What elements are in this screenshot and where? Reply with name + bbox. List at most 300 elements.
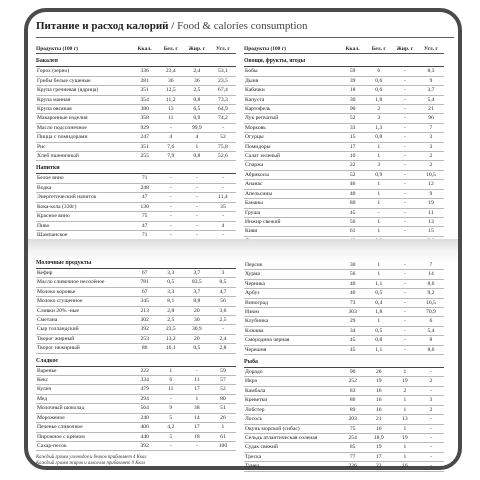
nutrient-value: 57 (210, 376, 236, 385)
nutrient-value: - (392, 95, 418, 104)
nutrient-value: - (158, 212, 184, 221)
column-header: Жир. г (184, 45, 210, 54)
nutrient-value: 3 (366, 161, 392, 170)
nutrient-value: - (392, 76, 418, 85)
nutrient-value: - (184, 174, 210, 183)
nutrient-value: 1 (366, 270, 392, 279)
product-name: Креветки (244, 396, 340, 405)
nutrient-value: - (210, 174, 236, 183)
nutrient-value: 1 (366, 317, 392, 326)
nutrient-value: 19 (366, 443, 392, 452)
nutrient-value: 10,5 (418, 170, 444, 179)
table-row (244, 308, 444, 317)
column-header-row (36, 45, 236, 54)
table-row (36, 95, 236, 104)
nutrient-value: 226 (340, 462, 366, 471)
nutrient-value: - (392, 326, 418, 335)
column-header: Продукты (100 г) (244, 45, 340, 54)
product-name: Треска (244, 452, 340, 461)
nutrient-value: - (392, 161, 418, 170)
table-row (36, 404, 236, 413)
nutrient-value: - (158, 193, 184, 202)
nutrient-value: - (392, 86, 418, 95)
table-row (244, 345, 444, 354)
product-name: Кока-кола (330г) (36, 202, 132, 211)
nutrient-value: - (392, 189, 418, 198)
table-row (36, 183, 236, 192)
nutrient-value: 52 (340, 170, 366, 179)
column-header: Угл. г (210, 45, 236, 54)
nutrient-value: - (184, 212, 210, 221)
table-row (244, 189, 444, 198)
nutrient-value: - (392, 317, 418, 326)
nutrient-value: 336 (132, 67, 158, 76)
product-name: Мед (36, 394, 132, 403)
table-row (36, 306, 236, 315)
product-name: Дорадо (244, 368, 340, 377)
nutrient-value: 16 (366, 386, 392, 395)
table-row (36, 133, 236, 142)
nutrient-value: 1 (158, 367, 184, 376)
product-name: Масло сливочное несолёное (36, 278, 132, 287)
table-row (244, 123, 444, 132)
table-row (36, 114, 236, 123)
table-row (244, 270, 444, 279)
nutrient-value: 3,7 (418, 86, 444, 95)
nutrient-value: 14 (418, 270, 444, 279)
nutrient-value: 19 (392, 377, 418, 386)
table-row (244, 424, 444, 433)
nutrient-value: 16 (366, 396, 392, 405)
product-name: Энергетический напиток (36, 193, 132, 202)
product-name: Салат зеленый (244, 152, 340, 161)
nutrient-value: 90 (340, 105, 366, 114)
nutrient-value: - (392, 133, 418, 142)
nutrient-value: 334 (132, 376, 158, 385)
product-name: Капуста (244, 95, 340, 104)
nutrient-value: 11,2 (158, 95, 184, 104)
nutrient-value: 252 (340, 377, 366, 386)
table-row (244, 443, 444, 452)
product-name: Мороженое (36, 413, 132, 422)
nutrient-value: 23,5 (158, 325, 184, 334)
nutrient-value: 99,9 (184, 123, 210, 132)
table-row (36, 394, 236, 403)
table-row (36, 202, 236, 211)
product-name: Варенье (36, 367, 132, 376)
table-row (244, 105, 444, 114)
table-row (244, 336, 444, 345)
nutrient-value: 2 (366, 105, 392, 114)
nutrient-value: 45 (340, 336, 366, 345)
nutrient-value: - (158, 230, 184, 239)
nutrient-value: 67,4 (210, 86, 236, 95)
nutrient-value: 56 (340, 270, 366, 279)
nutrient-value: 16 (392, 462, 418, 471)
product-name: Виноград (244, 298, 340, 307)
nutrient-value: 1,8 (366, 95, 392, 104)
nutrient-value: 2,8 (210, 344, 236, 353)
nutrient-value: 39 (340, 76, 366, 85)
nutrient-value: 5,4 (418, 326, 444, 335)
nutrient-value: - (392, 67, 418, 76)
nutrient-value: 61 (210, 432, 236, 441)
table-row (244, 433, 444, 442)
nutrient-value: 254 (340, 433, 366, 442)
table-row (36, 221, 236, 230)
product-name: Пирожное с кремом (36, 432, 132, 441)
nutrient-value: 0,8 (366, 133, 392, 142)
nutrient-value: 22 (366, 462, 392, 471)
table-row (244, 86, 444, 95)
nutrient-value: 354 (132, 95, 158, 104)
table-row (244, 142, 444, 151)
nutrient-value: 7 (418, 261, 444, 270)
nutrient-value: 6 (158, 376, 184, 385)
nutrient-value: - (392, 308, 418, 317)
nutrient-value: 45 (340, 208, 366, 217)
nutrient-value: - (184, 230, 210, 239)
table-row (36, 269, 236, 278)
nutrient-value: 33 (340, 123, 366, 132)
table-row (36, 278, 236, 287)
nutrient-value: 23,4 (158, 67, 184, 76)
nutrient-value: 440 (132, 432, 158, 441)
nutrient-value: 46 (340, 180, 366, 189)
product-name: Морковь (244, 123, 340, 132)
product-name: Тунец (244, 462, 340, 471)
nutrient-value: 781 (132, 278, 158, 287)
table-row (36, 76, 236, 85)
title-ru: Питание и расход калорий (36, 20, 169, 32)
nutrient-value: 11 (158, 385, 184, 394)
nutrient-value: 75,8 (210, 142, 236, 151)
nutrient-value: 0,8 (366, 336, 392, 345)
nutrient-value: 51 (210, 404, 236, 413)
nutrient-value: 294 (132, 394, 158, 403)
nutrient-value: 7,9 (158, 152, 184, 161)
nutrient-value: 70,9 (418, 308, 444, 317)
nutrient-value: 61 (340, 227, 366, 236)
table-row (244, 152, 444, 161)
table-row (244, 462, 444, 471)
nutrient-value: 1 (366, 217, 392, 226)
table-row (244, 279, 444, 288)
nutrient-value: 2,5 (184, 86, 210, 95)
nutrient-value: 2 (392, 386, 418, 395)
nutrient-value: 13 (392, 415, 418, 424)
nutrient-value: 0,8 (184, 152, 210, 161)
column-header-row (244, 45, 444, 54)
nutrient-value: 1 (392, 368, 418, 377)
table-row (244, 261, 444, 270)
nutrient-value: 30 (340, 261, 366, 270)
nutrient-value: - (392, 261, 418, 270)
column-header: Жир. г (392, 45, 418, 54)
nutrient-value: 10 (340, 152, 366, 161)
nutrient-value: 3,7 (184, 287, 210, 296)
product-name: Кефир (36, 269, 132, 278)
product-name: Окунь морской (сибас) (244, 424, 340, 433)
nutrient-value: - (418, 443, 444, 452)
product-name: Красное вино (36, 212, 132, 221)
product-name: Киви (244, 227, 340, 236)
nutrient-value: 11 (418, 208, 444, 217)
product-name: Печенье сливочное (36, 423, 132, 432)
nutrient-value: 6 (366, 67, 392, 76)
section-heading: Молочные продукты (36, 259, 236, 269)
nutrient-value: - (392, 199, 418, 208)
nutrient-value: 80 (340, 199, 366, 208)
nutrient-value: - (418, 424, 444, 433)
nutrient-value: 4 (210, 221, 236, 230)
nutrient-value: 16 (366, 405, 392, 414)
nutrient-value: 6 (418, 317, 444, 326)
nutrient-value: 26 (210, 413, 236, 422)
product-name: Инжир свежий (244, 217, 340, 226)
table-row (244, 396, 444, 405)
product-name: Груша (244, 208, 340, 217)
table-row (244, 386, 444, 395)
product-name: Пицца с помидорами (36, 133, 132, 142)
nutrient-value: 1 (366, 189, 392, 198)
nutrient-value: 8,1 (158, 297, 184, 306)
product-name: Грибы белые сушеные (36, 76, 132, 85)
product-name: Пиво (36, 221, 132, 230)
nutrient-value: 392 (132, 441, 158, 450)
nutrient-value: 0,5 (210, 278, 236, 287)
nutrient-value: - (184, 221, 210, 230)
nutrient-value: 213 (132, 306, 158, 315)
nutrient-value: 4,7 (210, 287, 236, 296)
table-row (244, 317, 444, 326)
product-name: Лосось (244, 415, 340, 424)
table-row (244, 170, 444, 179)
section-heading: Напитки (36, 164, 236, 174)
column-header-table (36, 45, 236, 54)
product-name: Молочный шоколад (36, 404, 132, 413)
table-row (244, 289, 444, 298)
product-name: Творог жирный (36, 334, 132, 343)
table-row (36, 123, 236, 132)
nutrition-table (244, 261, 444, 355)
nutrient-value: 222 (132, 367, 158, 376)
nutrient-value: 15 (418, 227, 444, 236)
table-row (244, 298, 444, 307)
product-name: Рис (36, 142, 132, 151)
product-name: Персик (244, 261, 340, 270)
nutrient-value: 392 (132, 325, 158, 334)
nutrient-value: - (158, 123, 184, 132)
nutrient-value: 9 (418, 189, 444, 198)
nutrient-value: 255 (132, 152, 158, 161)
nutrient-value: 23,5 (210, 76, 236, 85)
product-name: Бананы (244, 199, 340, 208)
product-name: Макаронные изделия (36, 114, 132, 123)
nutrient-value: 29 (340, 317, 366, 326)
nutrient-value: 4 (158, 133, 184, 142)
product-name: Масло подсолнечное (36, 123, 132, 132)
product-name: Кулич (36, 385, 132, 394)
table-row (36, 142, 236, 151)
table-row (244, 133, 444, 142)
table-row (244, 180, 444, 189)
nutrient-value: 16 (366, 424, 392, 433)
nutrient-value: - (184, 441, 210, 450)
nutrient-value: 18 (184, 432, 210, 441)
nutrient-value: 30 (184, 316, 210, 325)
nutrient-value: 52 (340, 114, 366, 123)
nutrient-value: 0,4 (366, 298, 392, 307)
nutrient-value: 19 (392, 433, 418, 442)
nutrient-value: 13,2 (158, 334, 184, 343)
nutrient-value: - (392, 105, 418, 114)
table-row (244, 217, 444, 226)
nutrient-value: 74,2 (210, 114, 236, 123)
product-name: Лобстер (244, 405, 340, 414)
nutrient-value: 34 (340, 326, 366, 335)
nutrient-value: 203 (340, 415, 366, 424)
product-name: Картофель (244, 105, 340, 114)
nutrient-value: 5,4 (418, 95, 444, 104)
nutrient-value: 5 (158, 413, 184, 422)
nutrient-value: - (418, 433, 444, 442)
nutrient-value: 8,6 (418, 345, 444, 354)
right-top-column (244, 45, 444, 256)
nutrient-value: 1 (366, 180, 392, 189)
table-row (36, 86, 236, 95)
nutrition-table (36, 174, 236, 240)
nutrient-value: - (210, 183, 236, 192)
nutrient-value: 67 (132, 287, 158, 296)
nutrient-value: - (366, 208, 392, 217)
nutrient-value: 3,7 (184, 269, 210, 278)
nutrient-value: 1,1 (366, 345, 392, 354)
product-name: Спаржа (244, 161, 340, 170)
nutrient-value: 36 (158, 76, 184, 85)
nutrient-value: - (392, 123, 418, 132)
product-name: Крупа овсяная (36, 105, 132, 114)
product-name: Дыня (244, 76, 340, 85)
nutrient-value: 351 (132, 142, 158, 151)
nutrient-value: 18,9 (366, 433, 392, 442)
table-row (244, 199, 444, 208)
nutrient-value: - (184, 193, 210, 202)
nutrient-value: - (392, 217, 418, 226)
nutrient-value: 2,4 (184, 67, 210, 76)
nutrient-value: - (392, 208, 418, 217)
nutrient-value: - (158, 183, 184, 192)
nutrient-value: - (392, 279, 418, 288)
table-row (36, 367, 236, 376)
page-title (36, 20, 308, 32)
nutrient-value: 17 (184, 385, 210, 394)
nutrient-value: - (210, 325, 236, 334)
column-header: Бел. г (158, 45, 184, 54)
nutrient-value: 47 (132, 193, 158, 202)
product-name: Крупа манная (36, 95, 132, 104)
nutrient-value: 2 (418, 161, 444, 170)
nutrient-value: 13 (158, 105, 184, 114)
column-header: Ккал. (132, 45, 158, 54)
nutrient-value: 30 (340, 95, 366, 104)
nutrient-value: 345 (132, 297, 158, 306)
nutrient-value: 302 (132, 316, 158, 325)
nutrient-value: 85 (340, 443, 366, 452)
nutrient-value: - (392, 289, 418, 298)
nutrient-value: 8 (418, 336, 444, 345)
nutrient-value: 2 (418, 405, 444, 414)
title-rule (36, 37, 454, 38)
column-header: Бел. г (366, 45, 392, 54)
nutrient-value: 1 (366, 152, 392, 161)
nutrient-value: 3 (418, 133, 444, 142)
table-row (36, 105, 236, 114)
nutrient-value: 83,5 (184, 278, 210, 287)
nutrient-value: - (210, 212, 236, 221)
nutrition-table (244, 67, 444, 255)
nutrient-value: 3,6 (210, 306, 236, 315)
table-row (244, 227, 444, 236)
nutrient-value: 19 (418, 199, 444, 208)
nutrition-table (36, 269, 236, 354)
nutrient-value: - (210, 123, 236, 132)
nutrient-value: 253 (132, 334, 158, 343)
nutrient-value: 14 (184, 413, 210, 422)
product-name: Черника (244, 279, 340, 288)
nutrient-value: - (418, 452, 444, 461)
product-name: Кекс (36, 376, 132, 385)
nutrient-value: 1 (392, 424, 418, 433)
nutrient-value: 2,4 (210, 334, 236, 343)
nutrient-value: - (418, 386, 444, 395)
nutrient-value: 1 (392, 405, 418, 414)
table-row (36, 212, 236, 221)
product-name: Апельсины (244, 189, 340, 198)
nutrient-value: 6,5 (184, 105, 210, 114)
nutrient-value: 0,9 (366, 170, 392, 179)
nutrient-value: - (392, 336, 418, 345)
nutrient-value: - (184, 183, 210, 192)
table-row (244, 405, 444, 414)
product-name: Изюм (244, 308, 340, 317)
nutrient-value: 86 (340, 396, 366, 405)
nutrient-value: 11,4 (210, 193, 236, 202)
nutrient-value: 22 (340, 161, 366, 170)
nutrient-value: 130 (132, 202, 158, 211)
nutrient-value: 13 (418, 217, 444, 226)
nutrient-value: 53,1 (210, 67, 236, 76)
table-row (244, 368, 444, 377)
product-name: Молоко сгущенное (36, 297, 132, 306)
product-name: Арбуз (244, 289, 340, 298)
nutrient-value: 9 (158, 404, 184, 413)
product-name: Шампанское (36, 230, 132, 239)
nutrient-value: - (418, 462, 444, 471)
product-name: Водка (36, 183, 132, 192)
nutrient-value: 75 (132, 212, 158, 221)
nutrient-value: 9 (418, 76, 444, 85)
nutrient-value: - (418, 368, 444, 377)
nutrient-value: 100 (210, 441, 236, 450)
nutrient-value: 564 (132, 404, 158, 413)
table-row (244, 114, 444, 123)
nutrient-value: 64,9 (210, 105, 236, 114)
nutrient-value: 1,1 (366, 279, 392, 288)
nutrient-value: 17 (184, 423, 210, 432)
nutrient-value: 18 (340, 86, 366, 95)
footnote-line: Каждый грамм углеводов и белков прибавляет 4 Ккал (36, 455, 147, 460)
